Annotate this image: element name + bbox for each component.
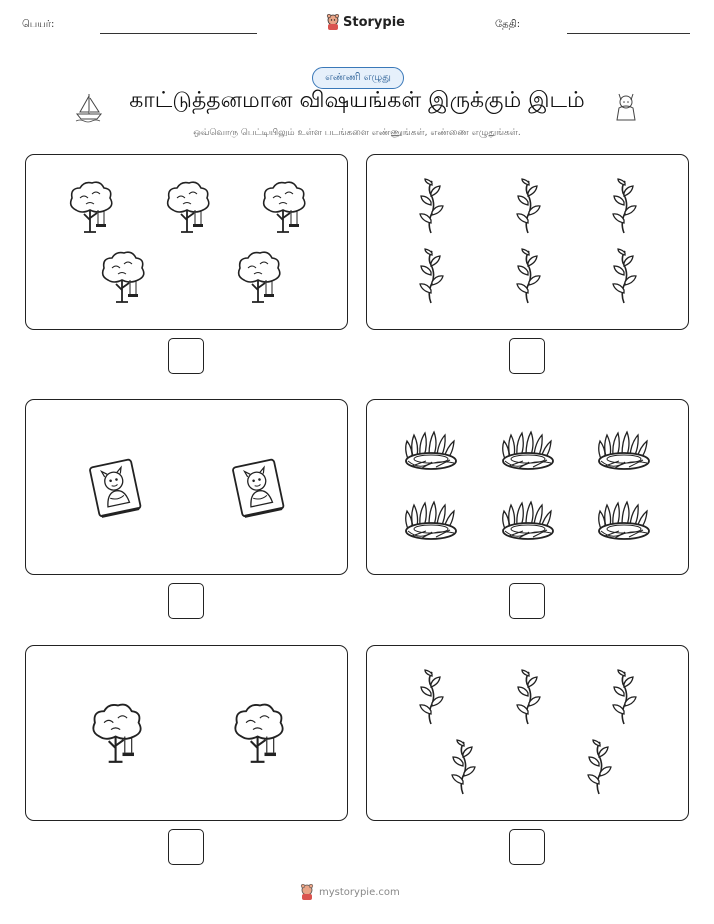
monster-book-icon: [86, 457, 144, 517]
answer-box-4[interactable]: [509, 583, 545, 619]
tree-with-swing-icon: [98, 250, 146, 304]
wolf-costume-child-icon: [611, 90, 641, 122]
answer-box-6[interactable]: [509, 829, 545, 865]
leafy-vine-icon: [513, 670, 543, 726]
name-write-line[interactable]: [100, 33, 257, 34]
sailboat-icon: [74, 92, 104, 122]
counting-box-3: [25, 399, 348, 575]
name-label: பெயர்:: [22, 19, 55, 30]
leafy-vine-icon: [513, 249, 543, 305]
tree-with-swing-icon: [66, 180, 114, 234]
leafy-vine-icon: [513, 179, 543, 235]
tree-with-swing-icon: [230, 702, 285, 764]
instructions: ஒவ்வொரு பெட்டியிலும் உள்ள படங்களை எண்ணுங்கள், எண்ணை எழுதுங்கள்.: [193, 128, 521, 138]
leaf-nest-icon: [404, 501, 458, 543]
bear-mascot-icon: [300, 884, 314, 900]
answer-box-2[interactable]: [509, 338, 545, 374]
answer-box-1[interactable]: [168, 338, 204, 374]
leafy-vine-icon: [584, 740, 614, 796]
bear-mascot-icon: [326, 14, 340, 30]
date-label: தேதி:: [495, 19, 521, 30]
leafy-vine-icon: [609, 670, 639, 726]
counting-box-5: [25, 645, 348, 821]
tree-with-swing-icon: [259, 180, 307, 234]
leaf-nest-icon: [501, 431, 555, 473]
leaf-nest-icon: [597, 431, 651, 473]
date-write-line[interactable]: [567, 33, 690, 34]
leafy-vine-icon: [609, 249, 639, 305]
leaf-nest-icon: [501, 501, 555, 543]
answer-box-5[interactable]: [168, 829, 204, 865]
leafy-vine-icon: [448, 740, 478, 796]
leaf-nest-icon: [597, 501, 651, 543]
footer-url: mystorypie.com: [319, 886, 400, 898]
tree-with-swing-icon: [88, 702, 143, 764]
leafy-vine-icon: [609, 179, 639, 235]
leaf-nest-icon: [404, 431, 458, 473]
tree-with-swing-icon: [163, 180, 211, 234]
brand-logo: [326, 14, 405, 30]
footer: [300, 884, 414, 900]
worksheet-title: காட்டுத்தனமான விஷயங்கள் இருக்கும் இடம்: [129, 88, 585, 113]
leafy-vine-icon: [416, 249, 446, 305]
activity-badge: எண்ணி எழுது: [312, 67, 404, 89]
answer-box-3[interactable]: [168, 583, 204, 619]
counting-box-4: [366, 399, 689, 575]
tree-with-swing-icon: [234, 250, 282, 304]
leafy-vine-icon: [416, 670, 446, 726]
brand-name: Storypie: [343, 14, 405, 30]
monster-book-icon: [229, 457, 287, 517]
leafy-vine-icon: [416, 179, 446, 235]
